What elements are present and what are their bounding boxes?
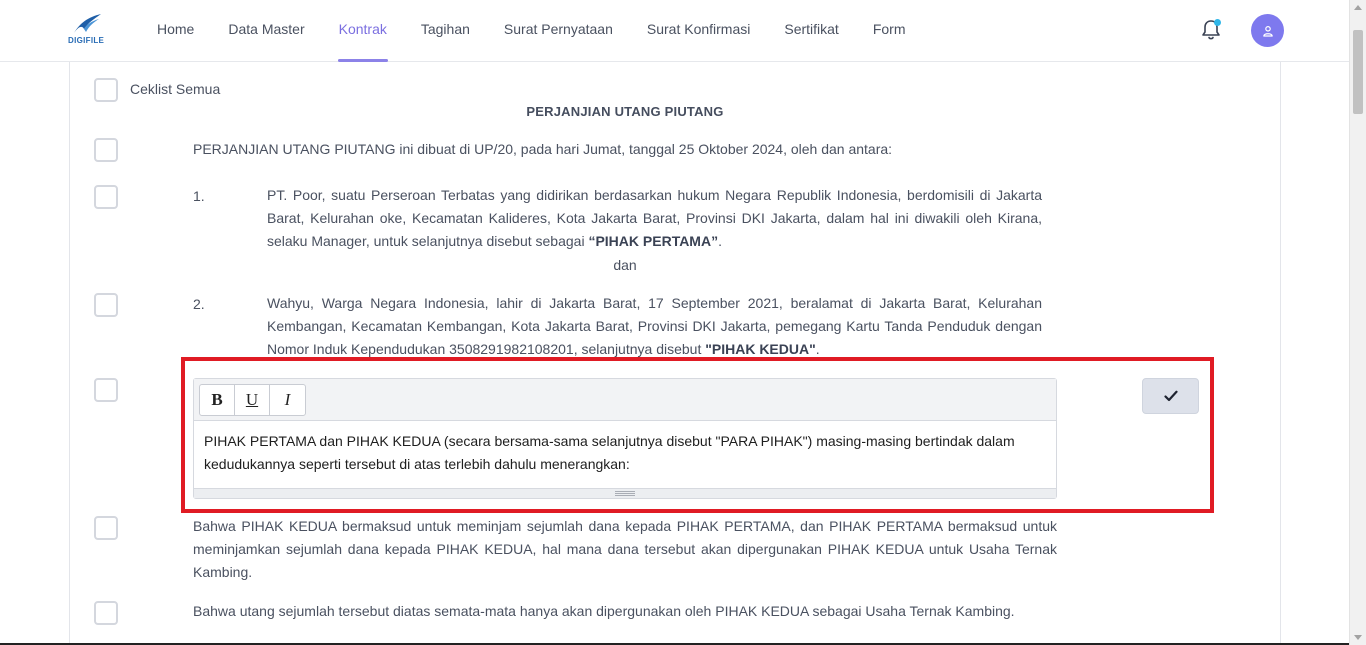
party2-end: . — [815, 341, 820, 357]
nav-home[interactable]: Home — [157, 21, 195, 37]
nav-form[interactable]: Form — [872, 21, 906, 37]
party1-end: . — [718, 233, 722, 249]
row-checkbox-clause2[interactable] — [94, 601, 118, 625]
nav-sertifikat[interactable]: Sertifikat — [784, 21, 839, 37]
row-checkbox-editing[interactable] — [94, 378, 118, 402]
clause1-paragraph: Bahwa PIHAK KEDUA bermaksud untuk meminjam sejumlah dana kepada PIHAK PERTAMA, dan PIHAK PERTAMA bermaksud untuk meminjamkan sejumlah dana kepada PIHAK KEDUA, hal mana dana tersebut akan dipergunakan PIHAK KEDUA untuk Usaha Ternak Kambing. — [193, 518, 1057, 580]
row-checkbox-intro[interactable] — [94, 138, 118, 162]
row-checkbox-clause1[interactable] — [94, 516, 118, 540]
logo-bird-icon — [72, 13, 102, 35]
nav-surat-pernyataan[interactable]: Surat Pernyataan — [503, 21, 613, 37]
party2-text: Wahyu, Warga Negara Indonesia, lahir di Jakarta Barat, 17 September 2021, beralamat di Jakarta Barat, Kelurahan Kembangan, Kecamatan Kembangan, Kota Jakarta Barat, Provinsi DKI Jakarta, pemegang Kartu Tanda Penduduk dengan Nomor Induk Kependudukan 3508291982108201, selanjutnya disebut — [267, 295, 1042, 357]
check-all-checkbox[interactable] — [94, 78, 118, 102]
top-navbar — [0, 0, 1349, 62]
scroll-thumb[interactable] — [1353, 30, 1363, 114]
bold-button[interactable]: B — [200, 385, 235, 415]
intro-paragraph: PERJANJIAN UTANG PIUTANG ini dibuat di UP/20, pada hari Jumat, tanggal 25 Oktober 2024, oleh dan antara: — [193, 141, 893, 157]
nav-surat-konfirmasi[interactable]: Surat Konfirmasi — [646, 21, 751, 37]
dan-connector: dan — [613, 257, 637, 273]
user-avatar[interactable] — [1251, 14, 1284, 47]
check-all-label: Ceklist Semua — [130, 81, 221, 97]
clause2-paragraph: Bahwa utang sejumlah tersebut diatas semata-mata hanya akan dipergunakan oleh PIHAK KEDUA sebagai Usaha Ternak Kambing. — [193, 603, 1015, 619]
party2-paragraph — [267, 292, 1042, 361]
digifile-logo[interactable] — [68, 13, 108, 47]
party2-number: 2. — [193, 296, 205, 312]
logo-text: DIGIFILE — [68, 36, 105, 45]
editor-text-area[interactable]: PIHAK PERTAMA dan PIHAK KEDUA (secara bersama-sama selanjutnya disebut "PARA PIHAK") masing-masing bertindak dalam kedudukannya seperti tersebut di atas terlebih dahulu menerangkan: — [204, 433, 1015, 472]
user-icon — [1262, 25, 1274, 37]
underline-button[interactable]: U — [235, 385, 270, 415]
highlight-box — [181, 357, 1214, 513]
document-title: PERJANJIAN UTANG PIUTANG — [526, 104, 724, 119]
italic-button[interactable]: I — [284, 390, 291, 409]
nav-kontrak[interactable]: Kontrak — [322, 0, 404, 62]
party2-alias: "PIHAK KEDUA" — [705, 341, 816, 357]
scroll-up-arrow-icon[interactable] — [1354, 5, 1362, 10]
nav-tagihan[interactable]: Tagihan — [420, 21, 470, 37]
row-checkbox-party2[interactable] — [94, 293, 118, 317]
notification-button[interactable] — [1199, 18, 1223, 42]
page-scrollbar[interactable] — [1349, 0, 1366, 645]
row-checkbox-party1[interactable] — [94, 185, 118, 209]
party1-text: PT. Poor, suatu Perseroan Terbatas yang didirikan berdasarkan hukum Negara Republik Indonesia, berdomisili di Jakarta Barat, Kelurahan oke, Kecamatan Kalideres, Kota Jakarta Barat, Provinsi DKI Jakarta, dalam hal ini diwakili oleh Kirana, selaku Manager, untuk selanjutnya disebut sebagai — [267, 187, 1042, 249]
notification-dot — [1214, 19, 1221, 26]
main-nav — [140, 0, 923, 62]
nav-data-master[interactable]: Data Master — [228, 21, 305, 37]
scroll-down-arrow-icon[interactable] — [1354, 635, 1362, 640]
party1-alias: “PIHAK PERTAMA” — [588, 233, 719, 249]
party1-paragraph — [267, 184, 1042, 253]
party1-number: 1. — [193, 188, 205, 204]
